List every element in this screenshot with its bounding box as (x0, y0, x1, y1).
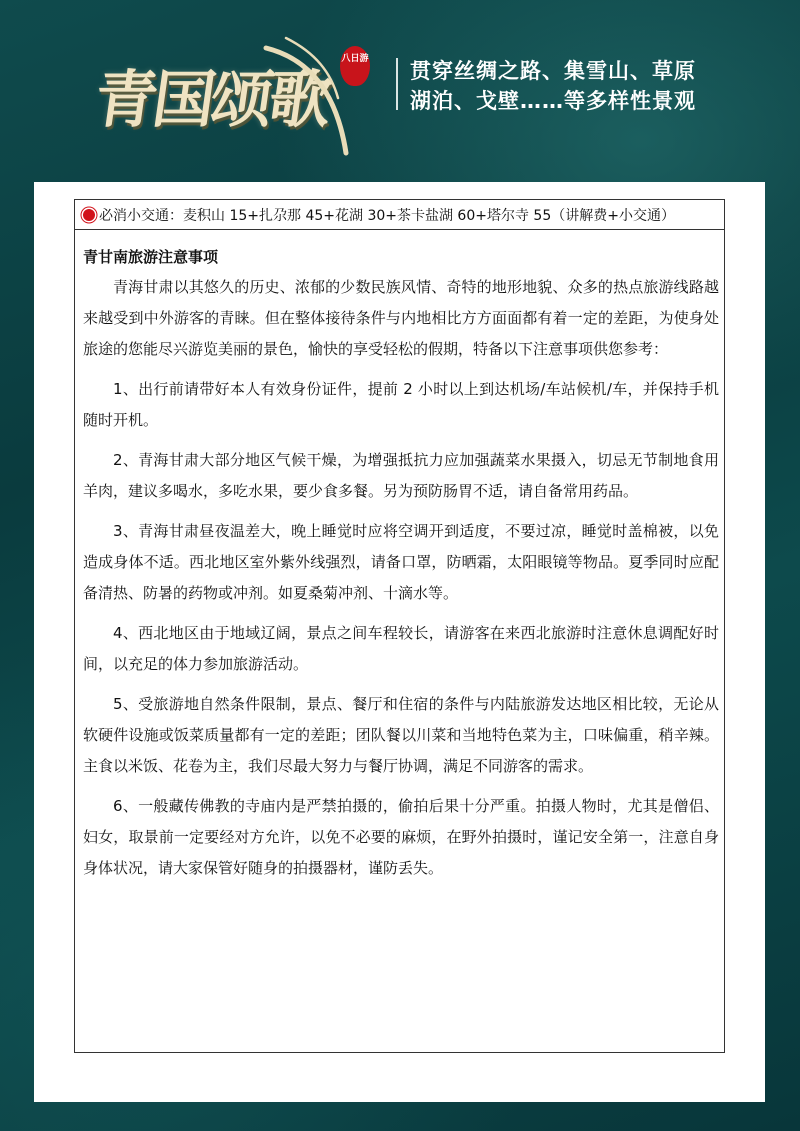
header-divider (396, 58, 398, 110)
note-item-1: 1、出行前请带好本人有效身份证件，提前 2 小时以上到达机场/车站候机/车，并保持手机随时开机。 (83, 380, 719, 429)
notes-content (83, 244, 719, 884)
note-item-5: 5、受旅游地自然条件限制，景点、餐厅和住宿的条件与内陆旅游发达地区相比较，无论从软硬件设施或饭菜质量都有一定的差距；团队餐以川菜和当地特色菜为主，口味偏重，稍辛辣。主食以米饭、花卷为主，我们尽最大努力与餐厅协调，满足不同游客的需求。 (83, 695, 719, 775)
brand-logo (90, 28, 366, 158)
section-title: 青甘南旅游注意事项 (83, 248, 219, 266)
header-banner (0, 0, 800, 180)
intro-paragraph: 青海甘肃以其悠久的历史、浓郁的少数民族风情、奇特的地形地貌、众多的热点旅游线路越来越受到中外游客的青睐。但在整体接待条件与内地相比方方面面都有着一定的差距，为使身处旅途的您能尽兴游览美丽的景色，愉快的享受轻松的假期，特备以下注意事项供您参考： (83, 278, 719, 358)
tagline-line-1: 贯穿丝绸之路、集雪山、草原 (410, 59, 696, 83)
notice-text: 必消小交通：麦积山 15+扎尕那 45+花湖 30+茶卡盐湖 60+塔尔寺 55（讲解费+小交通） (99, 207, 675, 224)
logo-calligraphy: 青国颂歌 (90, 63, 333, 136)
note-item-4: 4、西北地区由于地域辽阔，景点之间车程较长，请游客在来西北旅游时注意休息调配好时间，以充足的体力参加旅游活动。 (83, 624, 719, 673)
tagline-line-2: 湖泊、戈壁……等多样性景观 (410, 89, 696, 113)
note-item-6: 6、一般藏传佛教的寺庙内是严禁拍摄的，偷拍后果十分严重。拍摄人物时，尤其是僧侣、妇女，取景前一定要经对方允许，以免不必要的麻烦，在野外拍摄时，谨记安全第一，注意自身身体状况，请大家保管好随身的拍摄器材，谨防丢失。 (83, 797, 719, 877)
note-item-3: 3、青海甘肃昼夜温差大，晚上睡觉时应将空调开到适度，不要过凉，睡觉时盖棉被，以免造成身体不适。西北地区室外紫外线强烈，请备口罩，防晒霜，太阳眼镜等物品。夏季同时应配备清热、防暑的药物或冲剂。如夏桑菊冲剂、十滴水等。 (83, 522, 719, 602)
red-bullet-icon (83, 209, 95, 221)
document-frame (74, 199, 725, 1053)
note-item-2: 2、青海甘肃大部分地区气候干燥，为增强抵抗力应加强蔬菜水果摄入，切忌无节制地食用羊肉，建议多喝水，多吃水果，要少食多餐。另为预防肠胃不适，请自备常用药品。 (83, 451, 719, 500)
seal-stamp: 八日游 (340, 46, 370, 86)
tagline (410, 56, 740, 116)
notice-row (75, 200, 724, 230)
document-paper (34, 182, 765, 1102)
